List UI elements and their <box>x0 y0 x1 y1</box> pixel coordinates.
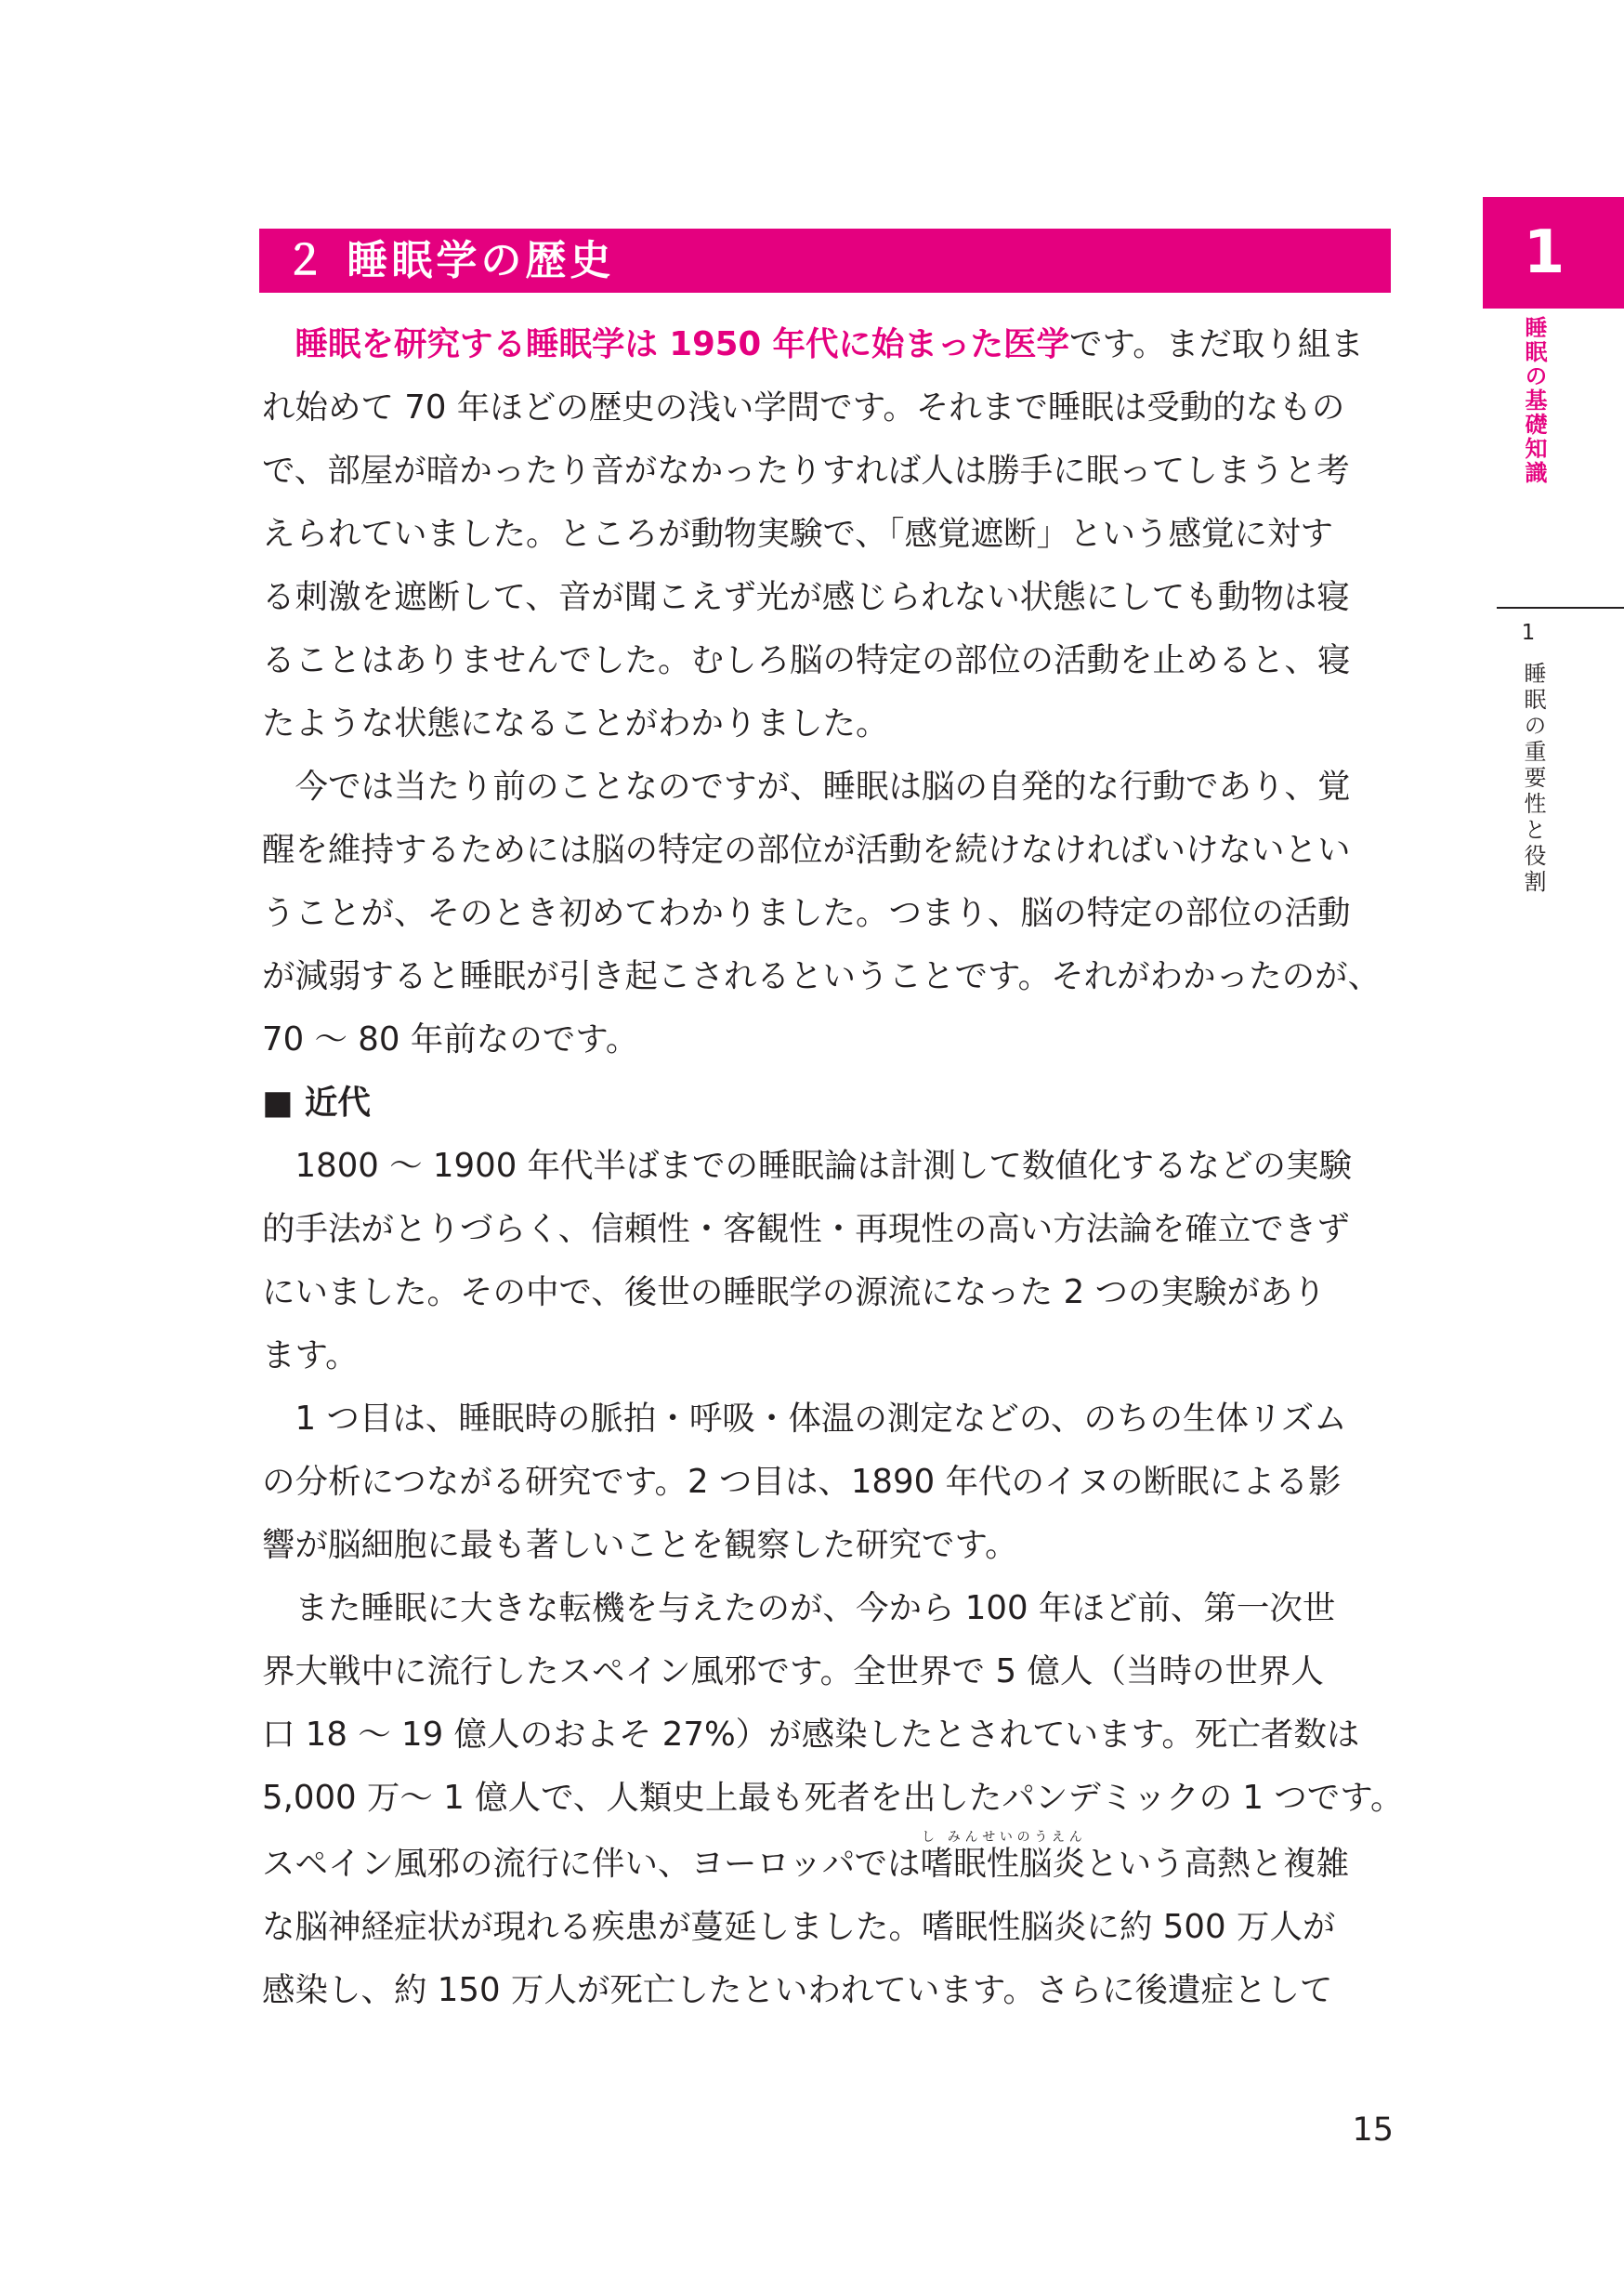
paragraph-5-line: 5,000 万〜 1 億人で、人類史上最も死者を出したパンデミックの 1 つです。 <box>262 1779 1404 1817</box>
page-number: 15 <box>1352 2111 1394 2149</box>
paragraph-5-line-ruby: スペイン風邪の流行に伴い、ヨーロッパでは嗜眠性脳炎し みんせいのうえんという高熱と複雑 <box>262 1830 1350 1883</box>
paragraph-3-line: にいました。その中で、後世の睡眠学の源流になった 2 つの実験があり <box>262 1273 1326 1311</box>
subheading-kindai: ■ 近代 <box>262 1084 371 1122</box>
paragraph-2-line: 70 〜 80 年前なのです。 <box>262 1020 639 1059</box>
paragraph-5-line: 口 18 〜 19 億人のおよそ 27%）が感染したとされています。死亡者数は <box>262 1716 1360 1754</box>
paragraph-5-line-1: また睡眠に大きな転機を与えたのが、今から 100 年ほど前、第一次世 <box>295 1589 1336 1627</box>
paragraph-3-line-1: 1800 〜 1900 年代半ばまでの睡眠論は計測して数値化するなどの実験 <box>295 1147 1353 1185</box>
ruby-term: 嗜眠性脳炎し みんせいのうえん <box>920 1830 1086 1883</box>
paragraph-1-line: たような状態になることがわかりました。 <box>262 704 889 743</box>
paragraph-5-line: 界大戦中に流行したスペイン風邪です。全世界で 5 億人（当時の世界人 <box>262 1652 1324 1690</box>
emphasis-text: 睡眠を研究する睡眠学は 1950 年代に始まった医学 <box>295 325 1070 363</box>
side-section-title: 睡眠の重要性と役割 <box>1520 662 1546 896</box>
paragraph-1-line: で、部屋が暗かったり音がなかったりすれば人は勝手に眠ってしまうと考 <box>262 452 1350 490</box>
paragraph-2-line-1: 今では当たり前のことなのですが、睡眠は脳の自発的な行動であり、覚 <box>295 768 1351 806</box>
chapter-number: 1 <box>1523 218 1565 287</box>
paragraph-5-line: な脳神経症状が現れる疾患が蔓延しました。嗜眠性脳炎に約 500 万人が <box>262 1908 1336 1946</box>
section-header-bar <box>259 229 1391 293</box>
section-title: ２ 睡眠学の歴史 <box>284 237 615 284</box>
paragraph-1-line: る刺激を遮断して、音が聞こえず光が感じられない状態にしても動物は寝 <box>262 578 1350 616</box>
paragraph-3-line: ます。 <box>262 1336 359 1374</box>
ruby-reading: し みんせいのうえん <box>920 1830 1086 1845</box>
paragraph-2-line: 醒を維持するためには脳の特定の部位が活動を続けなければいけないとい <box>262 831 1351 869</box>
paragraph-4-line: の分析につながる研究です。2 つ目は、1890 年代のイヌの断眠による影 <box>262 1463 1342 1501</box>
paragraph-1-line-1: 睡眠を研究する睡眠学は 1950 年代に始まった医学です。まだ取り組ま <box>295 325 1364 363</box>
body-text <box>262 313 1414 2022</box>
paragraph-2-line: うことが、そのとき初めてわかりました。つまり、脳の特定の部位の活動 <box>262 894 1351 932</box>
chapter-tab <box>1483 197 1624 309</box>
paragraph-1-line: ることはありませんでした。むしろ脳の特定の部位の活動を止めると、寝 <box>262 641 1351 679</box>
paragraph-5-line: 感染し、約 150 万人が死亡したといわれています。さらに後遺症として <box>262 1971 1333 2009</box>
paragraph-4-line-1: 1 つ目は、睡眠時の脈拍・呼吸・体温の測定などの、のちの生体リズム <box>295 1400 1347 1438</box>
paragraph-4-line: 響が脳細胞に最も著しいことを観察した研究です。 <box>262 1526 1018 1564</box>
side-section-number: 1 <box>1521 621 1536 645</box>
paragraph-1-line: れ始めて 70 年ほどの歴史の浅い学問です。それまで睡眠は受動的なもの <box>262 388 1345 427</box>
paragraph-3-line: 的手法がとりづらく、信頼性・客観性・再現性の高い方法論を確立できず <box>262 1210 1350 1248</box>
side-divider <box>1497 607 1624 609</box>
paragraph-1-line: えられていました。ところが動物実験で、「感覚遮断」という感覚に対す <box>262 515 1334 553</box>
paragraph-2-line: が減弱すると睡眠が引き起こされるということです。それがわかったのが、 <box>262 957 1382 995</box>
chapter-side-title: 睡眠の基礎知識 <box>1521 316 1547 485</box>
